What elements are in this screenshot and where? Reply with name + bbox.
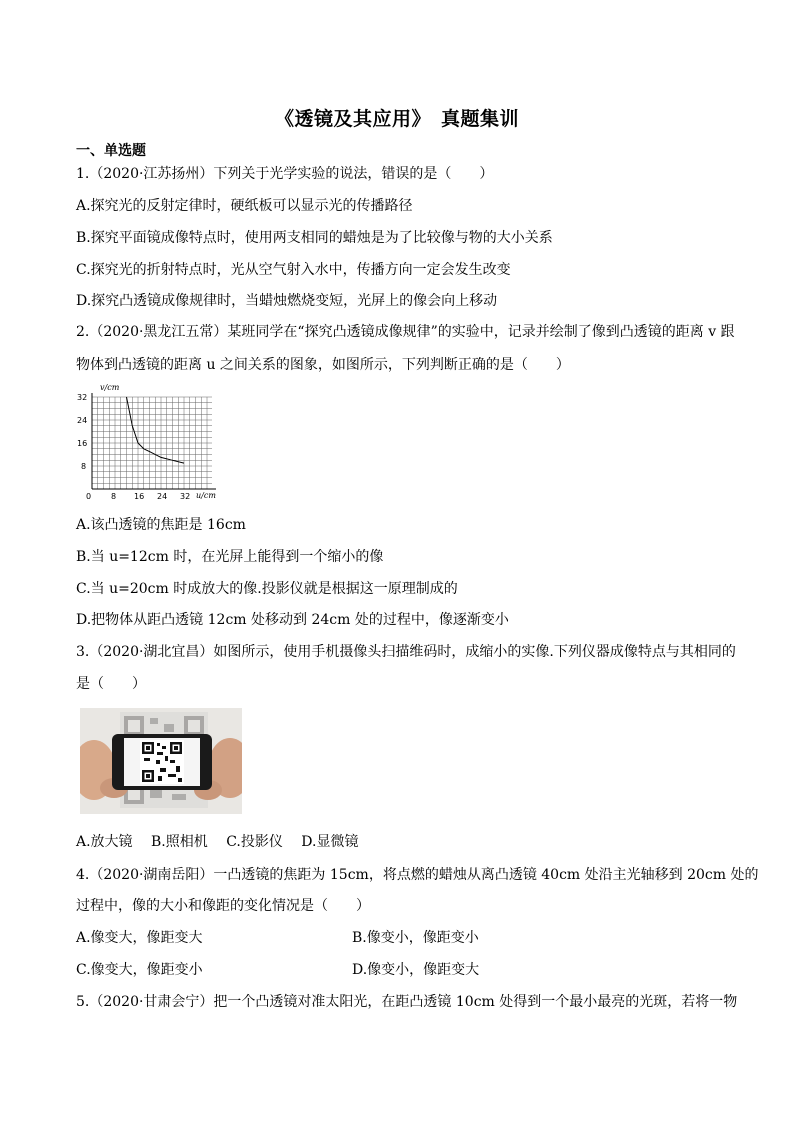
q2-option-b: B.当 u=12cm 时，在光屏上能得到一个缩小的像 bbox=[76, 549, 384, 565]
q3-stem-line1: 3.（2020·湖北宜昌）如图所示，使用手机摄像头扫描维码时，成缩小的实像.下列仪器成像特点与其相同的 bbox=[76, 644, 736, 660]
graph-axes bbox=[92, 393, 216, 489]
graph-grid bbox=[92, 397, 212, 489]
q2-stem-line2: 物体到凸透镜的距离 u 之间关系的图象，如图所示，下列判断正确的是（ ） bbox=[76, 357, 570, 373]
graph-tick-labels bbox=[77, 393, 190, 501]
page-title: 《透镜及其应用》 真题集训 bbox=[274, 108, 519, 130]
y-tick-label: 32 bbox=[77, 393, 88, 402]
q2-option-c: C.当 u=20cm 时成放大的像.投影仪就是根据这一原理制成的 bbox=[76, 581, 458, 597]
q1-option-a: A.探究光的反射定律时，硬纸板可以显示光的传播路径 bbox=[76, 198, 413, 214]
q3-options: A.放大镜 B.照相机 C.投影仪 D.显微镜 bbox=[76, 834, 359, 850]
q2-option-d: D.把物体从距凸透镜 12cm 处移动到 24cm 处的过程中，像逐渐变小 bbox=[76, 612, 509, 628]
q3-stem-line2: 是（ ） bbox=[76, 676, 146, 692]
x-tick-label: 16 bbox=[134, 492, 145, 501]
y-tick-label: 24 bbox=[77, 416, 88, 425]
q1-option-d: D.探究凸透镜成像规律时，当蜡烛燃烧变短，光屏上的像会向上移动 bbox=[76, 293, 498, 309]
q4-option-d: D.像变小，像距变大 bbox=[352, 962, 480, 978]
x-tick-label: 32 bbox=[180, 492, 191, 501]
q2-option-a: A.该凸透镜的焦距是 16cm bbox=[76, 517, 246, 533]
section-heading: 一、单选题 bbox=[76, 143, 146, 159]
q4-option-b: B.像变小，像距变小 bbox=[352, 930, 479, 946]
q1-stem: 1.（2020·江苏扬州）下列关于光学实验的说法，错误的是（ ） bbox=[76, 166, 494, 182]
phone-scanning-qr-photo bbox=[80, 708, 242, 814]
q4-option-a: A.像变大，像距变大 bbox=[76, 930, 203, 946]
q5-stem-line1: 5.（2020·甘肃会宁）把一个凸透镜对准太阳光，在距凸透镜 10cm 处得到一个最小最亮的光斑，若将一物 bbox=[76, 994, 738, 1010]
y-tick-label: 16 bbox=[77, 439, 88, 448]
q4-stem-line1: 4.（2020·湖南岳阳）一凸透镜的焦距为 15cm，将点燃的蜡烛从离凸透镜 40cm 处沿主光轴移到 20cm 处的 bbox=[76, 867, 759, 883]
x-axis-label: u/cm bbox=[196, 491, 216, 500]
q4-option-c: C.像变大，像距变小 bbox=[76, 962, 203, 978]
x-tick-label: 0 bbox=[86, 492, 92, 501]
q1-option-c: C.探究光的折射特点时，光从空气射入水中，传播方向一定会发生改变 bbox=[76, 262, 511, 278]
q4-stem-line2: 过程中，像的大小和像距的变化情况是（ ） bbox=[76, 898, 370, 914]
y-tick-label: 8 bbox=[81, 462, 87, 471]
x-tick-label: 24 bbox=[157, 492, 168, 501]
x-tick-label: 8 bbox=[111, 492, 117, 501]
q1-option-b: B.探究平面镜成像特点时，使用两支相同的蜡烛是为了比较像与物的大小关系 bbox=[76, 230, 553, 246]
q2-stem-line1: 2.（2020·黑龙江五常）某班同学在“探究凸透镜成像规律”的实验中，记录并绘制了像到凸透镜的距离 v 跟 bbox=[76, 324, 735, 340]
y-axis-label: v/cm bbox=[100, 383, 120, 392]
v-u-graph bbox=[74, 381, 224, 503]
